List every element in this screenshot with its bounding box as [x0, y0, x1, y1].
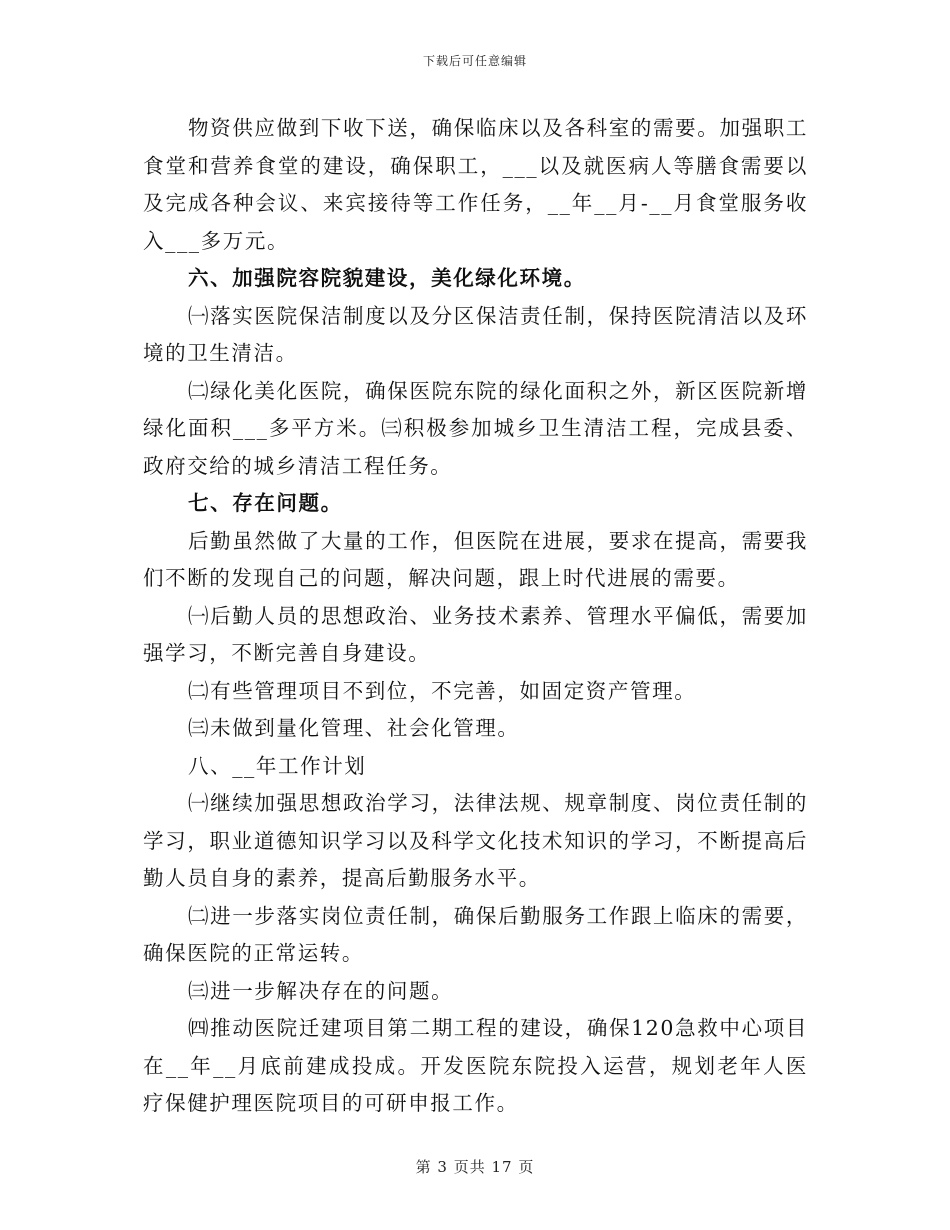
paragraph-problem-1: ㈠后勤人员的思想政治、业务技术素养、管理水平偏低，需要加强学习，不断完善自身建设。 — [143, 603, 808, 665]
paragraph-problem-2: ㈡有些管理项目不到位，不完善，如固定资产管理。 — [188, 678, 697, 703]
section-heading-eight: 八、__年工作计划 — [188, 753, 367, 778]
paragraph-plan-2: ㈡进一步落实岗位责任制，确保后勤服务工作跟上临床的需要，确保医院的正常运转。 — [143, 903, 808, 965]
page-header: 下载后可任意编辑 — [422, 54, 527, 68]
section-heading-six: 六、加强院容院貌建设，美化绿化环境。 — [188, 266, 586, 290]
section-heading-seven: 七、存在问题。 — [188, 491, 343, 515]
paragraph-supply: 物资供应做到下收下送，确保临床以及各科室的需要。加强职工食堂和营养食堂的建设，确保职工，___以及就医病人等膳食需要以及完成各种会议、来宾接待等工作任务，__年__月-__月食堂服务收入___多万元。 — [143, 116, 808, 253]
paragraph-greening: ㈡绿化美化医院，确保医院东院的绿化面积之外，新区医院新增绿化面积___多平方米。㈢积极参加城乡卫生清洁工程，完成县委、政府交给的城乡清洁工程任务。 — [143, 378, 808, 478]
page-footer: 第 3 页共 17 页 — [415, 1158, 535, 1176]
paragraph-plan-4: ㈣推动医院迁建项目第二期工程的建设，确保120急救中心项目在__年__月底前建成投成。开发医院东院投入运营，规划老年人医疗保健护理医院项目的可研申报工作。 — [143, 1016, 808, 1115]
paragraph-plan-1: ㈠继续加强思想政治学习，法律法规、规章制度、岗位责任制的学习，职业道德知识学习以及科学文化技术知识的学习，不断提高后勤人员自身的素养，提高后勤服务水平。 — [143, 791, 808, 890]
paragraph-problems-intro: 后勤虽然做了大量的工作，但医院在进展，要求在提高，需要我们不断的发现自己的问题，解决问题，跟上时代进展的需要。 — [143, 528, 808, 590]
document-body — [143, 110, 808, 1123]
paragraph-cleaning: ㈠落实医院保洁制度以及分区保洁责任制，保持医院清洁以及环境的卫生清洁。 — [143, 303, 808, 365]
paragraph-problem-3: ㈢未做到量化管理、社会化管理。 — [188, 716, 520, 740]
paragraph-plan-3: ㈢进一步解决存在的问题。 — [188, 978, 454, 1003]
